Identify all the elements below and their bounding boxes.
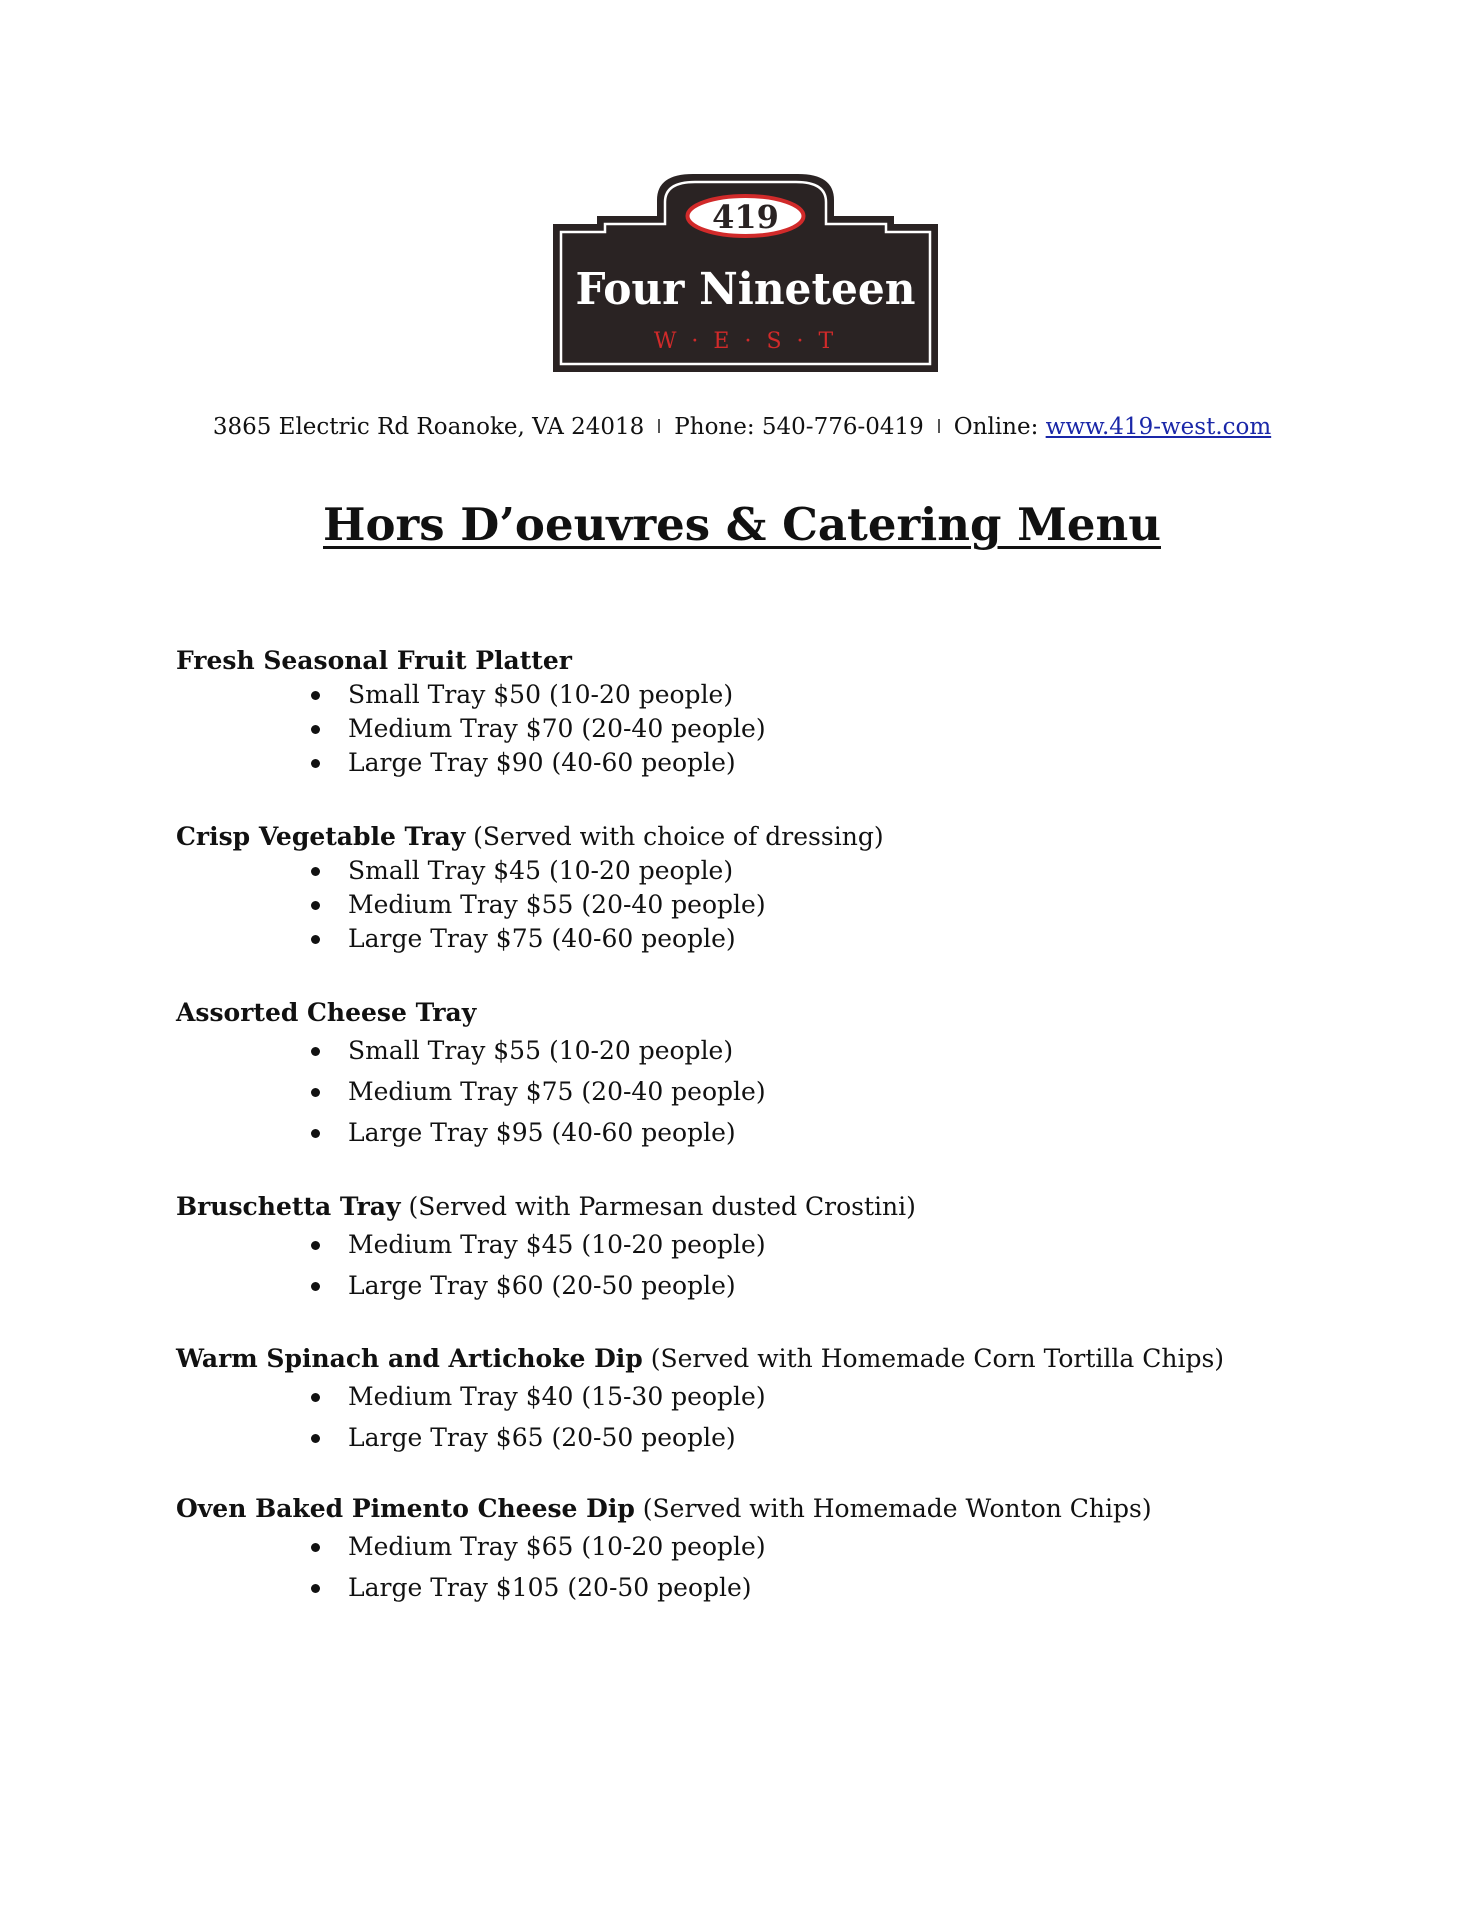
menu-section — [176, 1342, 1376, 1458]
tray-list — [176, 854, 1376, 956]
tray-list — [176, 678, 1376, 780]
section-heading — [176, 996, 1376, 1030]
menu-section — [176, 644, 1376, 780]
section-name: Bruschetta Tray — [176, 1192, 401, 1221]
section-name: Warm Spinach and Artichoke Dip — [176, 1344, 643, 1373]
list-item — [348, 1376, 1376, 1417]
list-item — [348, 922, 1376, 956]
phone: Phone: 540-776-0419 — [674, 414, 924, 440]
list-item — [348, 1526, 1376, 1567]
tray-option: Medium Tray $65 (10-20 people) — [348, 1532, 766, 1561]
tray-option: Large Tray $75 (40-60 people) — [348, 924, 736, 953]
list-item — [348, 712, 1376, 746]
logo-sign-graphic — [553, 172, 938, 372]
section-heading — [176, 1190, 1376, 1224]
section-note: (Served with Homemade Corn Tortilla Chips) — [642, 1344, 1225, 1373]
section-name: Oven Baked Pimento Cheese Dip — [176, 1494, 635, 1523]
tray-option: Large Tray $60 (20-50 people) — [348, 1271, 736, 1300]
list-item — [348, 746, 1376, 780]
bullet-icon — [311, 1241, 320, 1250]
tray-option: Small Tray $45 (10-20 people) — [348, 856, 734, 885]
tray-option: Medium Tray $75 (20-40 people) — [348, 1077, 766, 1106]
tray-option: Large Tray $95 (40-60 people) — [348, 1118, 736, 1147]
tray-list — [176, 1376, 1376, 1458]
tray-option: Medium Tray $70 (20-40 people) — [348, 714, 766, 743]
page-title: Hors D’oeuvres & Catering Menu — [323, 498, 1161, 551]
list-item — [348, 1224, 1376, 1265]
tray-option: Small Tray $50 (10-20 people) — [348, 680, 734, 709]
list-item — [348, 1030, 1376, 1071]
bullet-icon — [311, 867, 320, 876]
section-heading — [176, 644, 1376, 678]
list-item — [348, 854, 1376, 888]
menu-section — [176, 1190, 1376, 1306]
bullet-icon — [311, 1088, 320, 1097]
separator — [938, 419, 940, 433]
section-heading — [176, 820, 1376, 854]
website-link[interactable]: www.419-west.com — [1045, 414, 1272, 440]
tray-list — [176, 1526, 1376, 1608]
list-item — [348, 1112, 1376, 1153]
tray-option: Small Tray $55 (10-20 people) — [348, 1036, 734, 1065]
bullet-icon — [311, 1434, 320, 1443]
logo-number: 419 — [712, 198, 779, 236]
bullet-icon — [311, 935, 320, 944]
tray-option: Large Tray $65 (20-50 people) — [348, 1423, 736, 1452]
logo-subtitle: W · E · S · T — [653, 329, 838, 354]
tray-option: Medium Tray $40 (15-30 people) — [348, 1382, 766, 1411]
separator — [658, 419, 660, 433]
contact-line — [0, 414, 1484, 440]
section-name: Assorted Cheese Tray — [176, 998, 477, 1027]
list-item — [348, 888, 1376, 922]
bullet-icon — [311, 691, 320, 700]
section-note: (Served with Homemade Wonton Chips) — [634, 1494, 1152, 1523]
section-heading — [176, 1342, 1376, 1376]
menu-section — [176, 1492, 1376, 1608]
tray-list — [176, 1224, 1376, 1306]
tray-option: Large Tray $105 (20-50 people) — [348, 1573, 752, 1602]
list-item — [348, 1417, 1376, 1458]
logo-name: Four Nineteen — [575, 264, 916, 315]
bullet-icon — [311, 759, 320, 768]
bullet-icon — [311, 725, 320, 734]
tray-option: Large Tray $90 (40-60 people) — [348, 748, 736, 777]
menu-section — [176, 820, 1376, 956]
tray-list — [176, 1030, 1376, 1153]
address: 3865 Electric Rd Roanoke, VA 24018 — [212, 414, 645, 440]
list-item — [348, 1567, 1376, 1608]
restaurant-logo — [553, 172, 938, 372]
tray-option: Medium Tray $45 (10-20 people) — [348, 1230, 766, 1259]
list-item — [348, 1265, 1376, 1306]
tray-option: Medium Tray $55 (20-40 people) — [348, 890, 766, 919]
section-note: (Served with choice of dressing) — [465, 822, 884, 851]
bullet-icon — [311, 1047, 320, 1056]
bullet-icon — [311, 1584, 320, 1593]
section-name: Fresh Seasonal Fruit Platter — [176, 646, 572, 675]
bullet-icon — [311, 1129, 320, 1138]
list-item — [348, 1071, 1376, 1112]
menu-section — [176, 996, 1376, 1153]
online-label: Online: — [953, 414, 1046, 440]
bullet-icon — [311, 1393, 320, 1402]
list-item — [348, 678, 1376, 712]
bullet-icon — [311, 1543, 320, 1552]
section-name: Crisp Vegetable Tray — [176, 822, 466, 851]
bullet-icon — [311, 1282, 320, 1291]
bullet-icon — [311, 901, 320, 910]
section-note: (Served with Parmesan dusted Crostini) — [400, 1192, 916, 1221]
section-heading — [176, 1492, 1376, 1526]
